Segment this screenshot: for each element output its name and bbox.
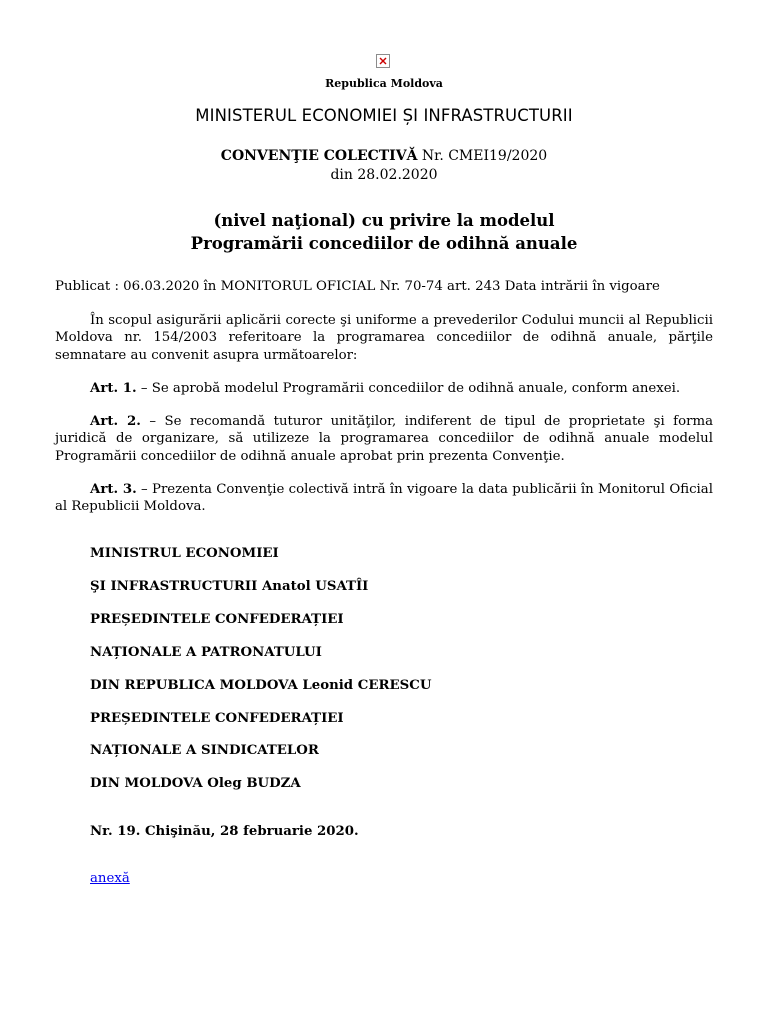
place-date: Nr. 19. Chişinău, 28 februarie 2020.: [90, 824, 359, 839]
country-name: Republica Moldova: [325, 77, 443, 90]
article-text: – Se aprobă modelul Programării concediilor de odihnă anuale, conform anexei.: [136, 381, 681, 396]
article-label: Art. 3.: [90, 482, 137, 497]
article-label: Art. 2.: [90, 414, 141, 429]
signature-line: NAȚIONALE A SINDICATELOR: [90, 743, 319, 758]
signature-line: ŞI INFRASTRUCTURII Anatol USATÎI: [90, 579, 369, 594]
publication-info: Publicat : 06.03.2020 în MONITORUL OFICIAL Nr. 70-74 art. 243 Data intrării în vigoare: [55, 279, 660, 294]
document-number: Nr. CMEI19/2020: [417, 148, 548, 164]
document-type: CONVENŢIE COLECTIVĂ: [220, 148, 418, 164]
article-text: – Se recomandă tuturor unităţilor, indiferent de tipul de proprietate şi forma juridică de organizare, să utilizeze la programarea concediilor de odihnă anuale modelul Programării concediilor de odihnă anuale aprobat prin prezenta Convenţie.: [55, 414, 714, 464]
signature-line: PREȘEDINTELE CONFEDERAȚIEI: [90, 711, 344, 726]
signature-line: NAȚIONALE A PATRONATULUI: [90, 645, 322, 660]
signature-line: DIN REPUBLICA MOLDOVA Leonid CERESCU: [90, 678, 432, 693]
document-title-line-2: Programării concediilor de odihnă anuale: [190, 234, 578, 253]
signature-line: PREȘEDINTELE CONFEDERAȚIEI: [90, 612, 344, 627]
ministry-name: MINISTERUL ECONOMIEI ȘI INFRASTRUCTURII: [195, 106, 573, 125]
broken-image-icon: [376, 54, 390, 68]
article-1: [55, 380, 713, 397]
document-type-line: [0, 148, 768, 164]
intro-paragraph: În scopul asigurării aplicării corecte şi uniforme a prevederilor Codului muncii al Republicii Moldova nr. 154/2003 referitoare la programarea concediilor de odihnă anuale, părţile semnatare au convenit asupra următoarelor:: [55, 313, 713, 363]
annex-link[interactable]: anexă: [90, 871, 130, 886]
article-text: – Prezenta Convenţie colectivă intră în vigoare la data publicării în Monitorul Oficial al Republicii Moldova.: [55, 482, 713, 515]
document-title-line-1: (nivel naţional) cu privire la modelul: [213, 211, 555, 230]
article-label: Art. 1.: [90, 381, 137, 396]
document-date: din 28.02.2020: [330, 167, 438, 183]
signature-line: MINISTRUL ECONOMIEI: [90, 546, 279, 561]
signature-line: DIN MOLDOVA Oleg BUDZA: [90, 776, 301, 791]
article-3: [55, 481, 713, 516]
article-2: [55, 413, 713, 465]
